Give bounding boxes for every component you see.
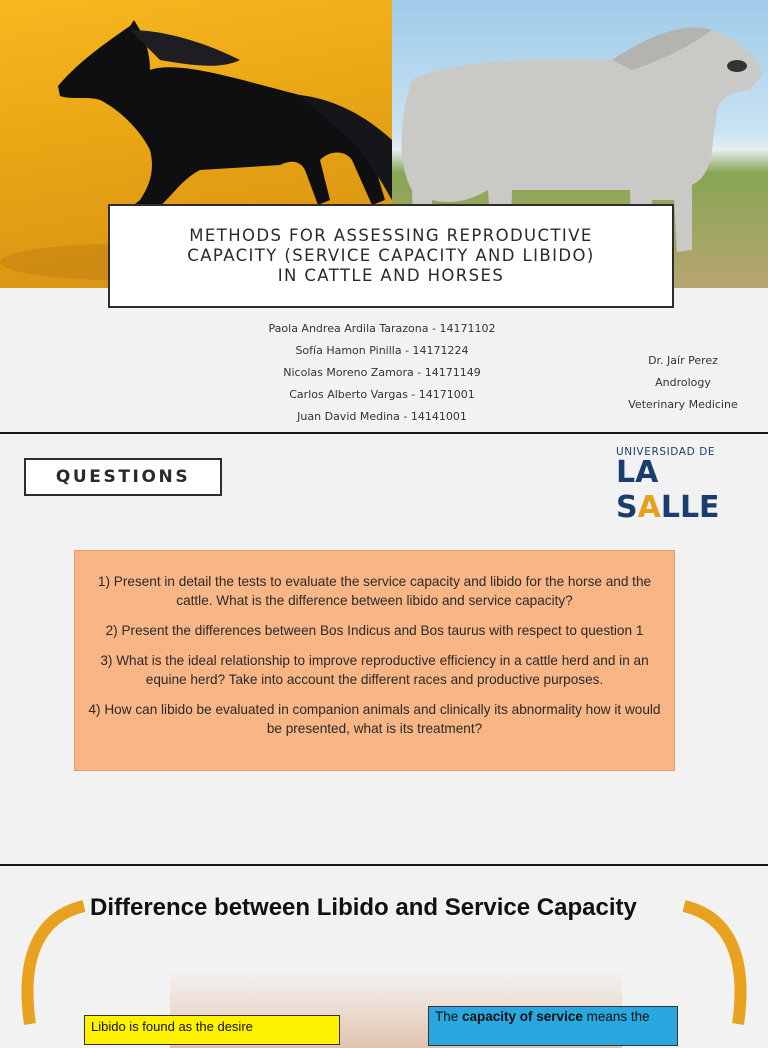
author-name: Nicolas Moreno Zamora - 14171149 [283, 366, 481, 379]
author-name: Sofía Hamon Pinilla - 14171224 [295, 344, 469, 357]
slide-difference [0, 866, 768, 1034]
logo-part: LA S [616, 455, 659, 525]
service-definition-box [428, 1006, 678, 1046]
questions-heading: QUESTIONS [55, 467, 191, 487]
question-item: 1) Present in detail the tests to evaluate the service capacity and libido for the horse and the cattle. What is the difference between libido and service capacity? [97, 574, 652, 608]
slide-questions [0, 434, 768, 864]
logo-top-text: UNIVERSIDAD DE [616, 446, 716, 458]
questions-box [74, 550, 675, 771]
teacher-name: Dr. Jaír Perez [648, 354, 718, 367]
authors-list [232, 318, 532, 428]
university-logo [616, 446, 758, 525]
question-item: 3) What is the ideal relationship to improve reproductive efficiency in a cattle herd and in an equine herd? Take into account the different races and productive purposes. [100, 653, 649, 687]
questions-heading-box [24, 458, 222, 496]
title-box [108, 204, 674, 308]
service-text-pre: The [435, 1009, 463, 1024]
teacher-info [616, 350, 750, 416]
course-name: Andrology [655, 376, 711, 389]
service-text-bold: capacity of service [462, 1009, 583, 1024]
program-name: Veterinary Medicine [628, 398, 738, 411]
author-name: Juan David Medina - 14141001 [297, 410, 467, 423]
slide-title [0, 0, 768, 432]
logo-part: LLE [660, 490, 720, 525]
service-text-post: means the [582, 1009, 650, 1024]
libido-text: Libido is found as the desire [91, 1019, 253, 1034]
logo-main-text [616, 455, 758, 525]
author-name: Carlos Alberto Vargas - 14171001 [289, 388, 475, 401]
presentation-title: METHODS FOR ASSESSING REPRODUCTIVE CAPACITY (SERVICE CAPACITY AND LIBIDO) IN CATTLE AND HORSES [187, 226, 595, 285]
question-item: 2) Present the differences between Bos Indicus and Bos taurus with respect to question 1 [105, 623, 644, 638]
difference-title: Difference between Libido and Service Capacity [90, 894, 637, 921]
logo-accent-letter: A [637, 490, 661, 525]
libido-definition-box [84, 1015, 340, 1045]
question-item: 4) How can libido be evaluated in companion animals and clinically its abnormality how it would be presented, what is its treatment? [88, 702, 661, 736]
author-name: Paola Andrea Ardila Tarazona - 14171102 [268, 322, 496, 335]
